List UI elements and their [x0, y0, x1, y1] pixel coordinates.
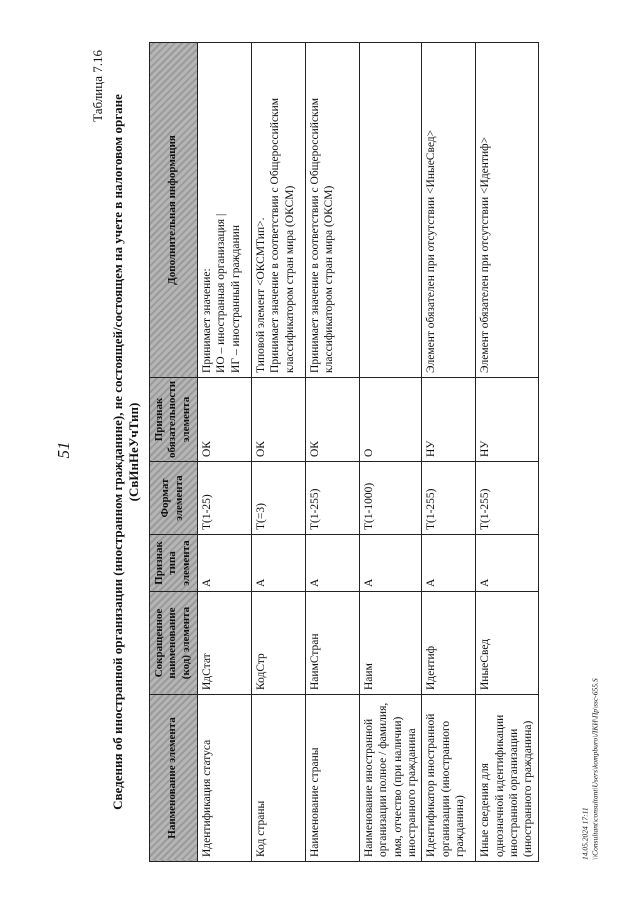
- table-row: [251, 43, 305, 862]
- elements-table: [149, 42, 539, 862]
- info-line: Принимает значение в соответствии с Общероссийским классификатором стран мира (ОКСМ): [308, 97, 336, 373]
- cell-info: [422, 43, 476, 378]
- cell-info: [359, 43, 422, 378]
- header-row: [149, 43, 197, 862]
- cell-format: T(1-1000): [359, 462, 422, 535]
- cell-name: Код страны: [251, 695, 305, 862]
- cell-info: [476, 43, 539, 378]
- header-type: Признак типа элемента: [149, 535, 197, 592]
- cell-code: ИдСтат: [197, 592, 251, 695]
- cell-required: ОК: [305, 377, 359, 461]
- info-line: Типовой элемент <ОКСМТип>.: [254, 217, 267, 373]
- cell-format: T(1-255): [305, 462, 359, 535]
- page-number: [44, 420, 84, 480]
- cell-type: А: [251, 535, 305, 592]
- cell-name: Идентификатор иностранной организации (иностранного гражданина): [422, 695, 476, 862]
- cell-code: КодСтр: [251, 592, 305, 695]
- cell-type: А: [359, 535, 422, 592]
- header-required: Признак обязательности элемента: [149, 377, 197, 461]
- cell-type: А: [305, 535, 359, 592]
- table-row: [197, 43, 251, 862]
- info-line: Элемент обязателен при отсутствии <Идентиф>: [479, 136, 492, 373]
- info-line: Принимает значение:: [200, 268, 213, 373]
- table-label: Таблица 7.16: [90, 50, 105, 122]
- cell-required: ОК: [251, 377, 305, 461]
- cell-required: НУ: [422, 377, 476, 461]
- cell-name: Наименование страны: [305, 695, 359, 862]
- cell-name: Иные сведения для однозначной идентификации иностранной организации (иностранного гражданина): [476, 695, 539, 862]
- cell-type: А: [476, 535, 539, 592]
- cell-format: T(=3): [251, 462, 305, 535]
- cell-info: [305, 43, 359, 378]
- page-number-text: 51: [54, 441, 73, 459]
- cell-code: НаимСтран: [305, 592, 359, 695]
- table-row: [476, 43, 539, 862]
- cell-info: [251, 43, 305, 378]
- cell-name: Идентификация статуса: [197, 695, 251, 862]
- header-info: Дополнительная информация: [149, 43, 197, 378]
- header-format: Формат элемента: [149, 462, 197, 535]
- cell-type: А: [422, 535, 476, 592]
- cell-format: T(1-25): [197, 462, 251, 535]
- table-row: [305, 43, 359, 862]
- table-title: [110, 42, 143, 862]
- cell-format: T(1-255): [422, 462, 476, 535]
- header-code: Сокращенное наименование (код) элемента: [149, 592, 197, 695]
- cell-info: [197, 43, 251, 378]
- cell-format: T(1-255): [476, 462, 539, 535]
- footer-date: 14.05.2024 17:11: [580, 807, 590, 860]
- cell-required: ОК: [197, 377, 251, 461]
- cell-required: НУ: [476, 377, 539, 461]
- footer-text: [580, 660, 600, 860]
- cell-type: А: [197, 535, 251, 592]
- header-name: Наименование элемента: [149, 695, 197, 862]
- cell-name: Наименование иностранной организации полное / фамилия, имя, отчество (при наличии) иностранного гражданина: [359, 695, 422, 862]
- title-line-2: (СвИнНеУчТип): [126, 402, 142, 502]
- info-line: Принимает значение в соответствии с Общероссийским классификатором стран мира (ОКСМ): [269, 97, 296, 373]
- cell-code: Наим: [359, 592, 422, 695]
- cell-code: Идентиф: [422, 592, 476, 695]
- rotated-content: [90, 42, 590, 862]
- cell-code: ИныеСвед: [476, 592, 539, 695]
- info-line: ИГ – иностранный гражданин: [229, 225, 242, 373]
- info-line: Элемент обязателен при отсутствии <ИныеСвед>: [425, 129, 438, 373]
- cell-required: О: [359, 377, 422, 461]
- title-line-1: Сведения об иностранной организации (иностранном гражданине), не состоящей/состоящем на учете в налоговом органе: [110, 94, 125, 810]
- info-line: ИО – иностранная организация |: [215, 213, 228, 373]
- table-row: [422, 43, 476, 862]
- rotated-sheet: [80, 42, 600, 862]
- footer-path: \\Consultant\consultant\Users\kompburo\ЛКИ\Пр\ssc-655.S: [590, 678, 599, 860]
- table-row: [359, 43, 422, 862]
- footer-stamp: [560, 660, 620, 860]
